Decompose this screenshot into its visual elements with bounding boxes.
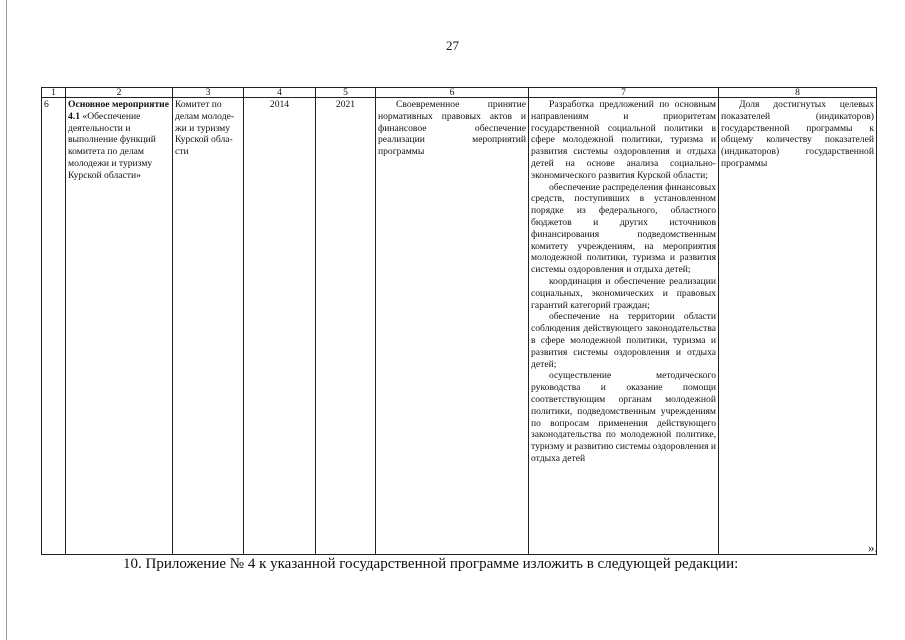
column-header: 2 xyxy=(66,88,173,98)
page-number: 27 xyxy=(446,38,459,53)
column-header: 5 xyxy=(316,88,376,98)
expected-result-cell xyxy=(376,98,529,555)
direction-paragraph: обеспечение распределения финансовых средств, поступивших в установленном порядке из федерального, областного бюджетов и других источников финансирования подведомственным комитету учреждениям, на мероприятия молодежной политики, туризма и развития системы оздоровления и отдыха детей; xyxy=(531,181,716,276)
measure-name-cell xyxy=(66,98,173,555)
indicators-cell xyxy=(719,98,877,555)
column-header: 3 xyxy=(173,88,244,98)
direction-paragraph: обеспечение на территории области соблюдения действующего законодательства в сфере молодежной политики, туризма и развития системы оздоровления и отдыха детей; xyxy=(531,311,716,370)
start-year-cell: 2014 xyxy=(244,98,316,555)
expected-result-text: Своевременное принятие нормативных правовых актов и финансовое обеспечение реализации мероприятий программы xyxy=(378,99,526,158)
column-header: 8 xyxy=(719,88,877,98)
column-header: 6 xyxy=(376,88,529,98)
table-header-row xyxy=(42,88,877,98)
column-header: 7 xyxy=(529,88,719,98)
closing-quote: ». xyxy=(868,540,878,555)
page-left-edge xyxy=(6,0,7,640)
directions-cell xyxy=(529,98,719,555)
indicators-text: Доля достигнутых целевых показателей (индикаторов) государственной программы к общему количеству показателей (индикаторов) государственной программы xyxy=(721,99,874,169)
direction-paragraph: Разработка предложений по основным направлениям и приоритетам государственной социальной политики в сфере молодежной политики, туризма и развития системы оздоровления и отдыха детей на основе анализа социально-экономического развития Курской области; xyxy=(531,99,716,181)
measure-name-rest: «Обеспечение деятельности и выполнение функций комитета по делам молодежи и туризму Курской области» xyxy=(68,110,156,181)
end-year-cell: 2021 xyxy=(316,98,376,555)
measures-table xyxy=(41,87,877,555)
row-number-cell: 6 xyxy=(42,98,66,555)
direction-paragraph: осуществление методического руководства и оказание помощи соответствующим органам молодежной политики, подведомственным учреждениям по вопросам применения действующего законодательства по молодежной политике, туризму и развитию системы оздоровления и отдыха детей xyxy=(531,370,717,464)
executor-cell: Комитет по делам молоде-жи и туризму Курской обла-сти xyxy=(173,98,244,555)
table-row xyxy=(42,98,877,555)
measure-name-bold: Основное мероприятие 4.1 xyxy=(68,99,169,122)
appendix-instruction: 10. Приложение № 4 к указанной государственной программе изложить в следующей редакции: xyxy=(123,556,739,572)
direction-paragraph: координация и обеспечение реализации социальных, экономических и правовых гарантий категорий граждан; xyxy=(531,275,716,311)
column-header: 4 xyxy=(244,88,316,98)
column-header: 1 xyxy=(42,88,66,98)
